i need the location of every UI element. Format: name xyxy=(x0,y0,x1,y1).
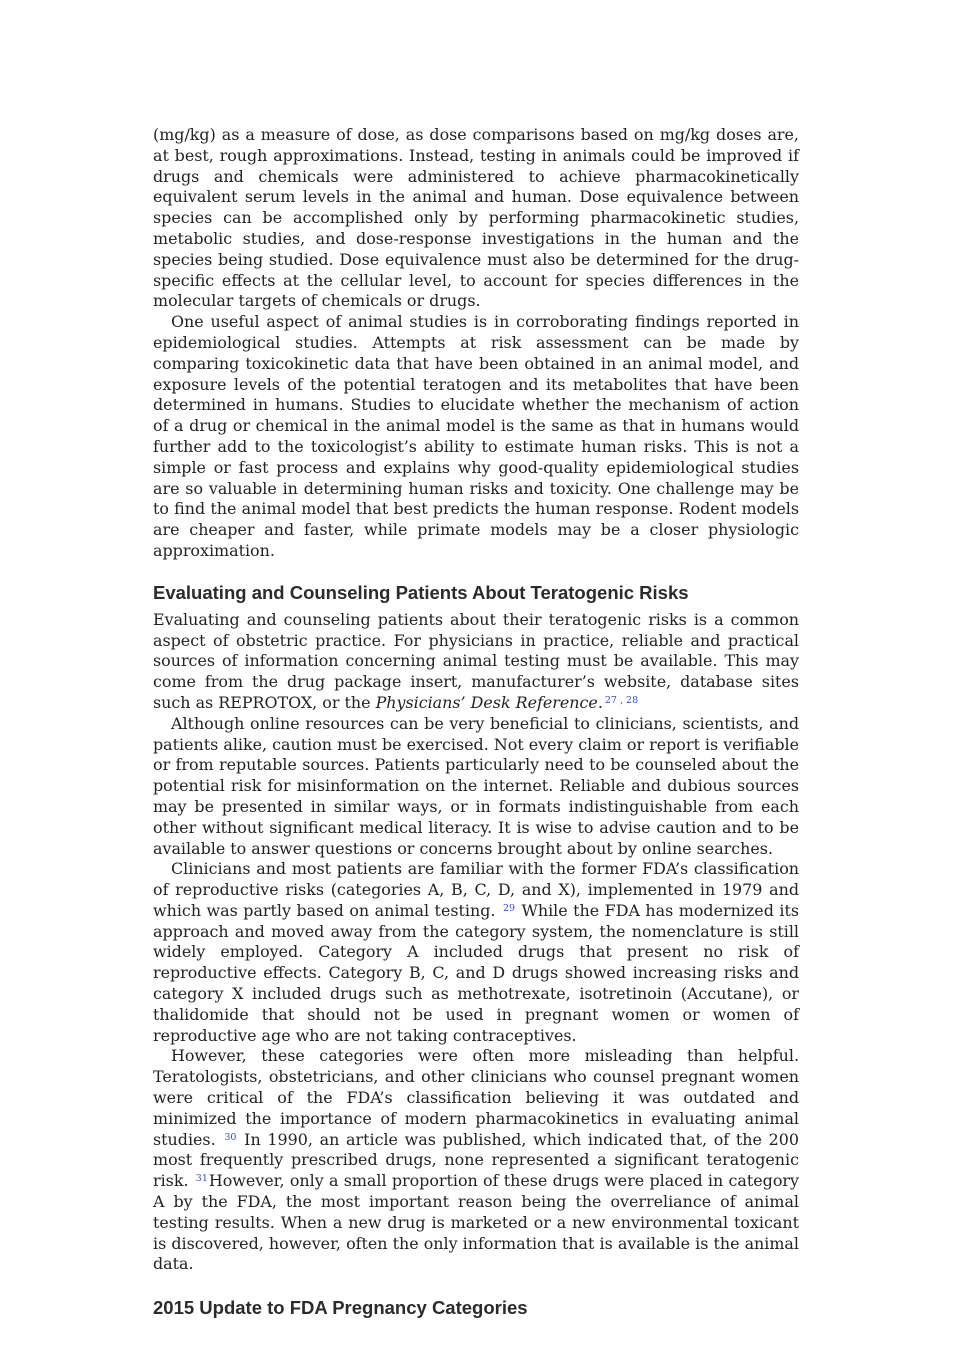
italic-title-pdr: Physicians’ Desk Reference xyxy=(375,692,598,712)
paragraph-text: However, only a small proportion of these drugs were placed in category A by the FDA, the most important reason being the overreliance of animal testing results. When a new drug is marketed or a new environmental toxicant is discovered, however, often the only information that is available is the animal data. xyxy=(153,1171,799,1274)
paragraph-counseling-sources xyxy=(153,610,799,714)
section-heading-2015-update: 2015 Update to FDA Pregnancy Categories xyxy=(153,1297,528,1319)
document-page xyxy=(153,125,799,1319)
reference-link-30[interactable]: 30 xyxy=(224,1131,237,1143)
paragraph-text: . xyxy=(597,692,603,712)
paragraph-text: While the FDA has modernized its approach and moved away from the category system, the nomenclature is still widely employed. Category A included drugs that present no risk of reproductive effects. Category B, C, and D drugs showed increasing risks and category X included drugs such as methotrexate, isotretinoin (Accutane), or thalidomide that should not be used in pregnant women or women of reproductive age who are not taking contraceptives. xyxy=(153,900,799,1045)
paragraph-text: Evaluating and counseling patients about their teratogenic risks is a common aspect of obstetric practice. For physicians in practice, reliable and practical sources of information concerning animal testing must be available. This may come from the drug package insert, manufacturer’s website, database sites such as REPROTOX, or the xyxy=(153,609,799,712)
paragraph-dose-equivalence xyxy=(153,125,799,312)
paragraph-animal-studies xyxy=(153,312,799,562)
paragraph-text: Clinicians and most patients are familiar with the former FDA’s classification of reproductive risks (categories A, B, C, D, and X), implemented in 1979 and which was partly based on animal testing. xyxy=(153,859,799,920)
paragraph-fda-classification xyxy=(153,859,799,1046)
paragraph-text: One useful aspect of animal studies is in corroborating findings reported in epidemiological studies. Attempts at risk assessment can be made by comparing toxicokinetic data that have been obtained in an animal model, and exposure levels of the potential teratogen and its metabolites that have been determined in humans. Studies to elucidate whether the mechanism of action of a drug or chemical in the animal model is the same as that in humans would further add to the toxicologist’s ability to estimate human risks. This is not a simple or fast process and explains why good-quality epidemiological studies are so valuable in determining human risks and toxicity. One challenge may be to find the animal model that best predicts the human response. Rodent models are cheaper and faster, while primate models may be a closer physiologic approximation. xyxy=(153,312,799,560)
paragraph-text: Although online resources can be very beneficial to clinicians, scientists, and patients alike, caution must be exercised. Not every claim or report is verifiable or from reputable sources. Patients particularly need to be counseled about the potential risk for misinformation on the internet. Reliable and dubious sources may be presented in similar ways, or in formats indistinguishable from each other without significant medical literacy. It is wise to advise caution and to be available to answer questions or concerns brought about by online searches. xyxy=(153,713,799,858)
reference-link-31[interactable]: 31 xyxy=(195,1173,208,1185)
reference-link-27-28[interactable]: 27 , 28 xyxy=(604,694,639,706)
paragraph-text: However, these categories were often more misleading than helpful. Teratologists, obstetricians, and other clinicians who counsel pregnant women were critical of the FDA’s classification believing it was outdated and minimized the importance of modern pharmacokinetics in evaluating animal studies. xyxy=(153,1046,799,1149)
paragraph-text: In 1990, an article was published, which indicated that, of the 200 most frequently prescribed drugs, none represented a significant teratogenic risk. xyxy=(153,1129,799,1191)
reference-link-29[interactable]: 29 xyxy=(502,902,516,914)
paragraph-text: (mg/kg) as a measure of dose, as dose comparisons based on mg/kg doses are, at best, rough approximations. Instead, testing in animals could be improved if drugs and chemicals were administered to achieve pharmacokinetically equivalent serum levels in the animal and human. Dose equivalence between species can be accomplished only by performing pharmacokinetic studies, metabolic studies, and dose-response investigations in the human and the species being studied. Dose equivalence must also be determined for the drug-specific effects at the cellular level, to account for species differences in the molecular targets of chemicals or drugs. xyxy=(153,125,799,311)
paragraph-online-resources xyxy=(153,714,799,860)
paragraph-categories-misleading xyxy=(153,1046,799,1275)
section-heading-evaluating-counseling: Evaluating and Counseling Patients About Teratogenic Risks xyxy=(153,581,689,603)
